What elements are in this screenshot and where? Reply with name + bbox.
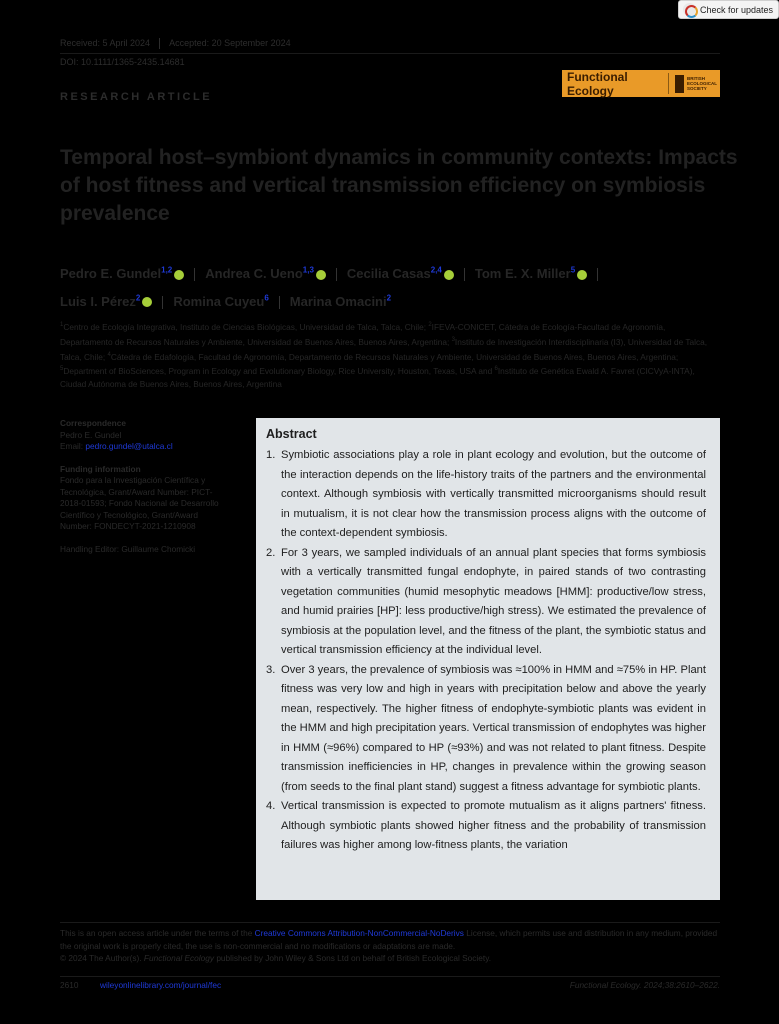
orcid-icon[interactable] [142, 297, 152, 307]
author[interactable]: Cecilia Casas$^{2,4}$ [347, 266, 454, 281]
orcid-icon[interactable] [444, 270, 454, 280]
author[interactable]: Tom E. X. Miller$^5$ [475, 266, 587, 281]
journal-logo [562, 70, 720, 97]
abstract-item: 2. For 3 years, we sampled individuals of an annual plant species that forms symbiosis with a vertically transmitted fungal endophyte, in paired stands of two contrasting vegetation communities (humid mesophytic meadows [HMM]: productive/low stress, and humid prairies [HP]: less productive/high stress). We estimated the prevalence of symbiosis at the population level, and the fitness of the plant, the symbiotic status and vertical transmission efficiency at the individual level. [266, 546, 706, 656]
correspondence-heading: Correspondence [60, 418, 126, 428]
orcid-icon[interactable] [316, 270, 326, 280]
abstract-list [266, 446, 706, 856]
affiliations: $^1$Centro de Ecología Integrativa, Instituto de Ciencias Biológicas, Universidad de Talca, Talca, Chile; $^2$IFEVA-CONICET, Cátedra de Ecología-Facultad de Agronomía, Departamento de Recursos Naturales y Ambiente, Universidad de Buenos Aires, Buenos Aires, Argentina; $^3$Instituto de Investigación Interdisciplinaria (I3), Universidad de Talca, Talca, Chile; $^4$Cátedra de Edafología, Facultad de Agronomía, Departamento de Recursos Naturales y Ambiente, Universidad de Buenos Aires, Buenos Aires, Argentina; $^5$Department of BioSciences, Program in Ecology and Evolutionary Biology, Rice University, Houston, Texas, USA and $^6$Instituto de Genética Ewald A. Favret (CICVyA-INTA), Ciudad Autónoma de Buenos Aires, Buenos Aires, Argentina [60, 321, 708, 390]
author[interactable]: Luis I. Pérez$^2$ [60, 294, 152, 309]
article-type: RESEARCH ARTICLE [60, 91, 213, 103]
abstract-box [256, 418, 720, 900]
dates-line [60, 38, 291, 49]
journal-url-link[interactable]: wileyonlinelibrary.com/journal/fec [100, 980, 222, 990]
article-title: Temporal host–symbiont dynamics in community contexts: Impacts of host fitness and vertical transmission efficiency on symbiosis prevalence [60, 146, 738, 225]
header-rule [60, 53, 720, 54]
license-link[interactable]: Creative Commons Attribution-NonCommercial-NoDerivs [254, 928, 464, 938]
abstract-item: 1. Symbiotic associations play a role in plant ecology and evolution, but the outcome of the interaction depends on the life-history traits of the partners and the environmental context. Although symbiosis with vertically transmitted microorganisms should result in mutualism, it is not clear how the transmission process aligns with the outcome of the context-dependent symbiosis. [266, 449, 706, 539]
abstract-item: 4. Vertical transmission is expected to promote mutualism as it aligns partners' fitness. Although symbiotic plants showed higher fitness and the probability of transmission failures was higher among low-fitness plants, the variation [266, 800, 706, 851]
correspondence-block [60, 418, 230, 453]
page-number: 2610 [60, 980, 79, 990]
citation: Functional Ecology. 2024;38:2610–2622. [569, 980, 720, 990]
abstract-heading: Abstract [266, 427, 317, 441]
handling-editor: Handling Editor: Guillaume Chomicki [60, 543, 196, 554]
journal-name: Functional Ecology [567, 69, 628, 98]
orcid-icon[interactable] [577, 270, 587, 280]
article-sidebar [60, 418, 230, 566]
doi-text[interactable]: DOI: 10.1111/1365-2435.14681 [60, 57, 185, 67]
license-rule [60, 922, 720, 923]
license-text: This is an open access article under the terms of the Creative Commons Attribution-NonCommercial-NoDerivs License, which permits use and distribution in any medium, provided the original work is properly cited, the use is non-commercial and no modifications or adaptations are made. © 2024 The Author(s). Functional Ecology published by John Wiley & Sons Ltd on behalf of British Ecological Society. [60, 928, 718, 963]
check-for-updates-label: Check for updates [700, 4, 774, 15]
society-name: BRITISH ECOLOGICAL SOCIETY [687, 76, 717, 91]
page-footer [60, 980, 720, 990]
doi[interactable] [60, 57, 185, 67]
orcid-icon[interactable] [174, 270, 184, 280]
society-logo [668, 73, 717, 94]
society-mark-icon [675, 75, 684, 93]
email-label: Email: [60, 441, 86, 451]
email-link[interactable]: pedro.gundel@utalca.cl [85, 441, 173, 451]
author[interactable]: Romina Cuyeu$^6$ [173, 293, 269, 309]
received-date: Received: 5 April 2024 [60, 38, 151, 48]
author-list [60, 259, 720, 314]
author[interactable]: Andrea C. Ueno$^{1,3}$ [205, 266, 326, 281]
funding-heading: Funding information [60, 463, 141, 474]
funding-block [60, 464, 230, 533]
check-for-updates-button[interactable] [678, 0, 779, 19]
author[interactable]: Pedro E. Gundel$^{1,2}$ [60, 266, 184, 281]
correspondence-name: Pedro E. Gundel [60, 429, 122, 440]
footer-rule [60, 976, 720, 977]
accepted-date: Accepted: 20 September 2024 [169, 38, 291, 48]
check-for-updates-icon [683, 3, 696, 16]
abstract-item: 3. Over 3 years, the prevalence of symbiosis was ≈100% in HMM and ≈75% in HP. Plant fitness was very low and high in years with precipitation below and above the yearly mean, respectively. The higher fitness of endophyte-symbiotic plants was evident in the HMM and high precipitation years. Vertical transmission of endophytes was higher in HMM (≈96%) compared to HP (≈93%) and was not related to plant fitness. Despite transmission inefficiencies in HP, changes in prevalence within the growing season (from seeds to the final plant stand) suggest a fitness advantage for symbiotic plants. [266, 663, 706, 793]
author[interactable]: Marina Omacini$^2$ [289, 293, 392, 309]
funding-text: Fondo para la Investigación Científica y Tecnológica, Grant/Award Number: PICT-2018-01593; Fondo Nacional de Desarrollo Científico y Tecnológico, Grant/Award Number: FONDECYT-2021-1210908 [60, 475, 219, 531]
